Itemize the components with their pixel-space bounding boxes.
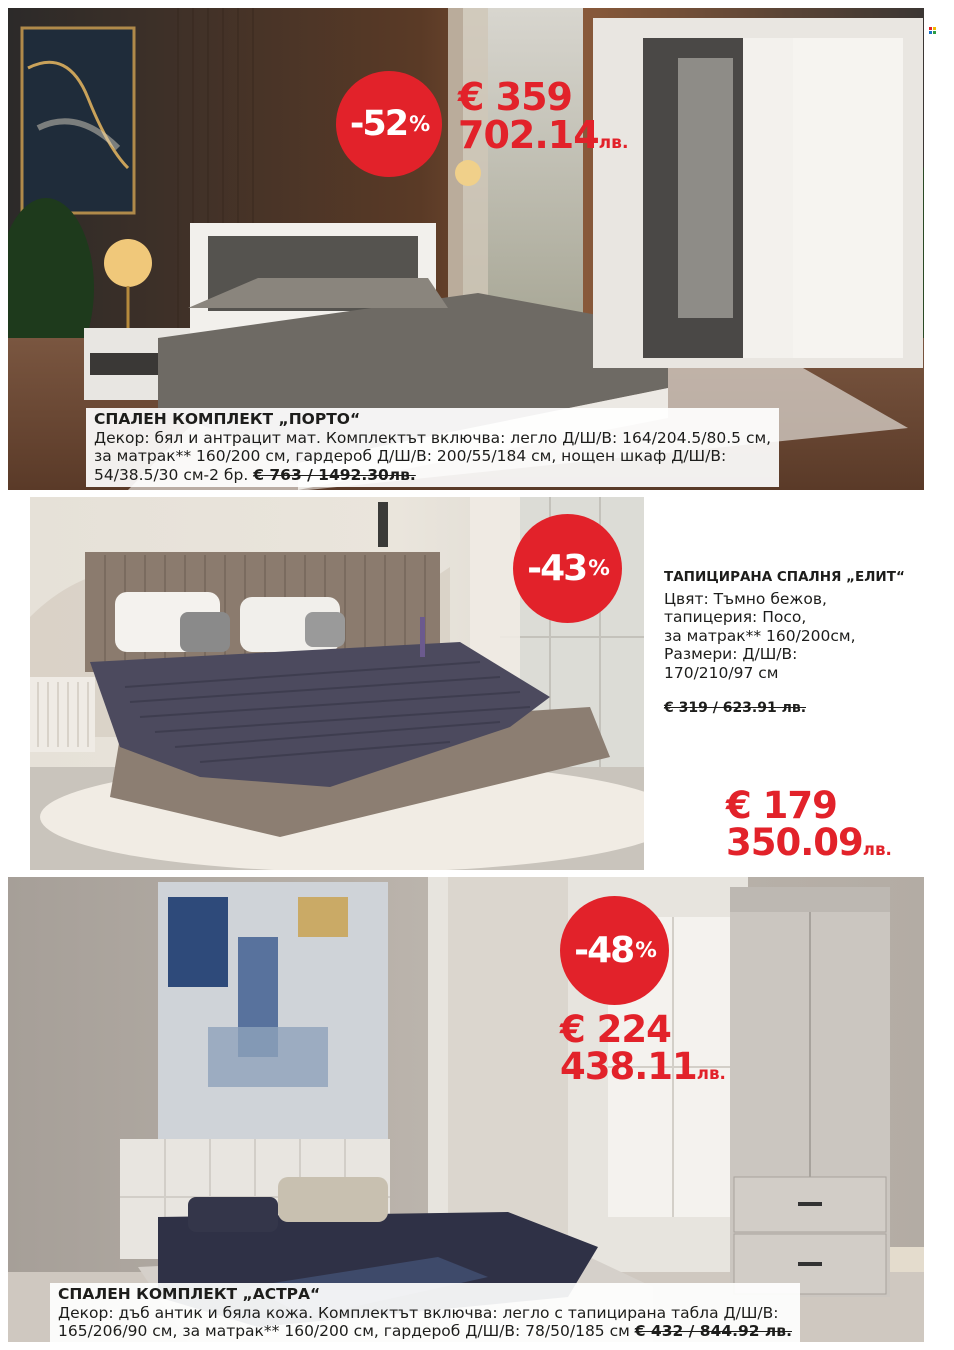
porto-desc-line-3-text: 54/38.5/30 см-2 бр. (94, 465, 254, 484)
porto-desc-line-2: за матрак** 160/200 см, гардероб Д/Ш/В: 200/55/184 см, нощен шкаф Д/Ш/В: (94, 447, 727, 465)
astra-desc-line-2 (58, 1322, 792, 1341)
porto-old-price: € 763 / 1492.30лв. (253, 465, 416, 484)
astra-discount-unit: % (635, 938, 655, 963)
porto-title: СПАЛЕН КОМПЛЕКТ „ПОРТО“ (94, 410, 361, 428)
elit-desc-line-5: 170/210/97 см (664, 663, 779, 682)
porto-desc-line-1: Декор: бял и антрацит мат. Комплектът включва: легло Д/Ш/В: 164/204.5/80.5 см, (94, 428, 772, 447)
astra-bedroom-photo (8, 877, 924, 1342)
elit-desc-line-1: Цвят: Тъмно бежов, (664, 589, 827, 608)
elit-price-bgn-unit: лв. (862, 840, 892, 859)
elit-discount-value: -43 (527, 548, 587, 589)
astra-price (560, 1008, 726, 1088)
astra-description (50, 1283, 800, 1344)
astra-old-price: € 432 / 844.92 лв. (634, 1322, 792, 1340)
porto-discount-unit: % (409, 112, 429, 136)
astra-discount-badge (560, 896, 669, 1005)
porto-discount-value: -52 (349, 104, 408, 144)
elit-desc-line-2: тапицерия: Посо, (664, 608, 807, 626)
porto-price-eur: € 359 (458, 75, 572, 119)
astra-desc-line-2-text: 165/206/90 см, за матрак** 160/200 см, гардероб Д/Ш/В: 78/50/185 см (58, 1322, 635, 1340)
astra-price-bgn: 438.11 (560, 1045, 697, 1088)
elit-price-eur: € 179 (726, 784, 837, 827)
elit-price-bgn: 350.09 (726, 821, 863, 864)
elit-discount-unit: % (588, 556, 608, 581)
elit-discount-badge (513, 514, 622, 623)
elit-old-price: € 319 / 623.91 лв. (664, 700, 807, 716)
elit-desc-line-4: Размери: Д/Ш/В: (664, 645, 798, 663)
elit-price-bgn-line (726, 821, 892, 864)
porto-desc-line-3 (94, 466, 771, 485)
elit-price (726, 784, 892, 864)
porto-price-bgn: 702.14 (458, 113, 599, 157)
brand-mark-icon (929, 27, 936, 34)
astra-discount-value: -48 (574, 930, 634, 971)
elit-description (664, 568, 944, 718)
porto-price-bgn-line (458, 113, 629, 157)
porto-discount-badge (336, 71, 442, 177)
astra-desc-line-1: Декор: дъб антик и бяла кожа. Комплектът включва: легло с тапицирана табла Д/Ш/В: (58, 1303, 779, 1322)
porto-description (86, 408, 779, 487)
elit-title: ТАПИЦИРАНА СПАЛНЯ „ЕЛИТ“ (664, 569, 905, 585)
porto-price (458, 75, 629, 157)
elit-desc-line-3: за матрак** 160/200см, (664, 626, 856, 645)
astra-price-bgn-line (560, 1045, 726, 1088)
astra-title: СПАЛЕН КОМПЛЕКТ „АСТРА“ (58, 1285, 321, 1303)
astra-price-bgn-unit: лв. (696, 1064, 726, 1083)
porto-price-bgn-unit: лв. (598, 133, 629, 153)
astra-price-eur: € 224 (560, 1008, 671, 1051)
